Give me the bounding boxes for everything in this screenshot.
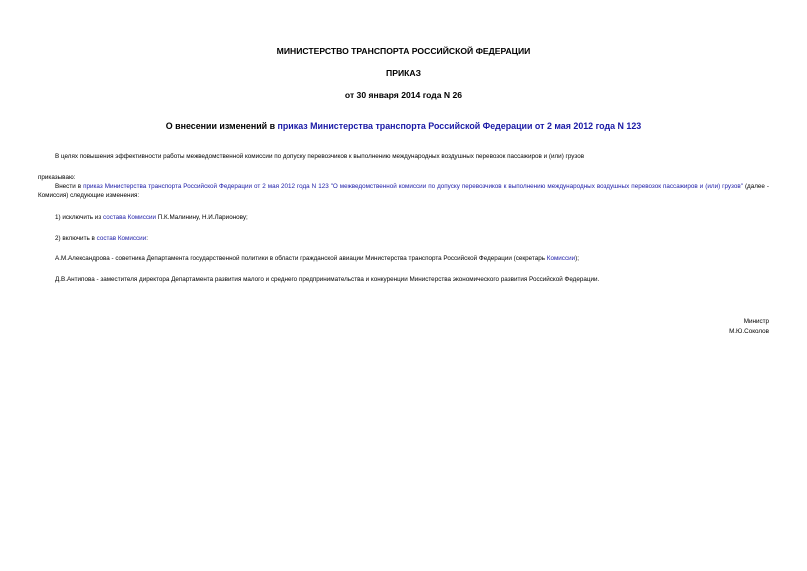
item-2: [55, 235, 148, 243]
member-1-link[interactable]: Комиссии: [546, 255, 576, 262]
intro-paragraph: В целях повышения эффективности работы межведомственной комиссии по допуску перевозчиков к выполнению международных воздушных перевозок пассажиров и (или) грузов: [55, 153, 585, 160]
ministry-heading: МИНИСТЕРСТВО ТРАНСПОРТА РОССИЙСКОЙ ФЕДЕРАЦИИ: [276, 46, 531, 56]
order-word: приказываю:: [38, 174, 76, 181]
amend-prefix: Внести в: [55, 183, 84, 190]
subject-link[interactable]: приказ Министерства транспорта Российской Федерации от 2 мая 2012 года N 123: [277, 121, 642, 131]
order-date-number: от 30 января 2014 года N 26: [344, 90, 463, 100]
amend-link[interactable]: приказ Министерства транспорта Российской Федерации от 2 мая 2012 года N 123 "О межведомственной комиссии по допуску перевозчиков к выполнению международных воздушных перевозок пассажиров и (или) грузов": [83, 183, 743, 190]
item-1-suffix: П.К.Малинину, Н.И.Ларионову;: [156, 214, 248, 221]
amend-suffix: (далее - Комиссия) следующие изменения:: [38, 183, 769, 199]
order-heading: ПРИКАЗ: [386, 68, 421, 78]
signature-name: М.Ю.Соколов: [729, 328, 769, 335]
item-2-prefix: 2) включить в: [55, 235, 97, 242]
amend-paragraph: [38, 182, 769, 200]
signature-title: Министр: [743, 318, 769, 325]
subject-prefix: О внесении изменений в: [165, 121, 278, 131]
item-1: [55, 214, 248, 222]
member-1-suffix: );: [575, 255, 579, 262]
item-2-suffix: :: [146, 235, 148, 242]
item-1-link[interactable]: состава Комиссии: [102, 214, 157, 221]
order-subject: [0, 121, 807, 131]
member-1-prefix: А.М.Александрова - советника Департамента государственной политики в области гражданской авиации Министерства транспорта Российской Федерации (секретарь: [55, 255, 547, 262]
item-1-prefix: 1) исключить из: [55, 214, 103, 221]
item-2-link[interactable]: состав Комиссии: [96, 235, 147, 242]
member-1: [55, 255, 579, 263]
member-2: Д.В.Антипова - заместителя директора Департамента развития малого и среднего предпринимательства и конкуренции Министерства экономического развития Российской Федерации.: [55, 276, 600, 283]
